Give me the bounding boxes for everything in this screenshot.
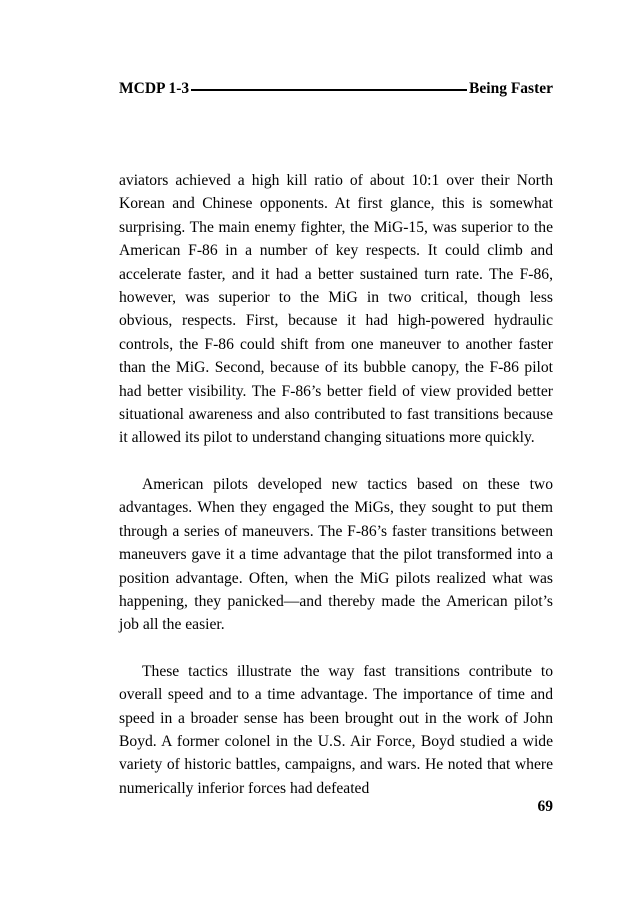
publication-id: MCDP 1-3 <box>119 80 190 97</box>
body-text <box>119 169 553 823</box>
paragraph-2: American pilots developed new tactics based on these two advantages. When they engaged the MiGs, they sought to put them through a series of maneuvers. The F-86’s faster transitions between maneuvers gave it a time advantage that the pilot transformed into a position advantage. Often, when the MiG pilots realized what was happening, they panicked—and thereby made the American pilot’s job all the easier. <box>119 475 553 634</box>
paragraph-1: aviators achieved a high kill ratio of about 10:1 over their North Korean and Chinese opponents. At first glance, this is somewhat surprising. The main enemy fighter, the MiG-15, was superior to the American F-86 in a number of key respects. It could climb and accelerate faster, and it had a better sustained turn rate. The F-86, however, was superior to the MiG in two critical, though less obvious, respects. First, because it had high-powered hydraulic controls, the F-86 could shift from one maneuver to another faster than the MiG. Second, because of its bubble canopy, the F-86 pilot had better visibility. The F-86’s better field of view provided better situational awareness and also contributed to fast transitions because it allowed its pilot to understand changing situations more quickly. <box>119 172 553 447</box>
chapter-title: Being Faster <box>469 80 553 97</box>
header-rule <box>191 89 467 91</box>
running-header <box>119 78 553 100</box>
page-number: 69 <box>537 798 553 815</box>
paragraph-3: These tactics illustrate the way fast transitions contribute to overall speed and to a time advantage. The importance of time and speed in a broader sense has been brought out in the work of John Boyd. A former colonel in the U.S. Air Force, Boyd studied a wide variety of historic battles, campaigns, and wars. He noted that where numerically inferior forces had defeated <box>119 662 553 797</box>
